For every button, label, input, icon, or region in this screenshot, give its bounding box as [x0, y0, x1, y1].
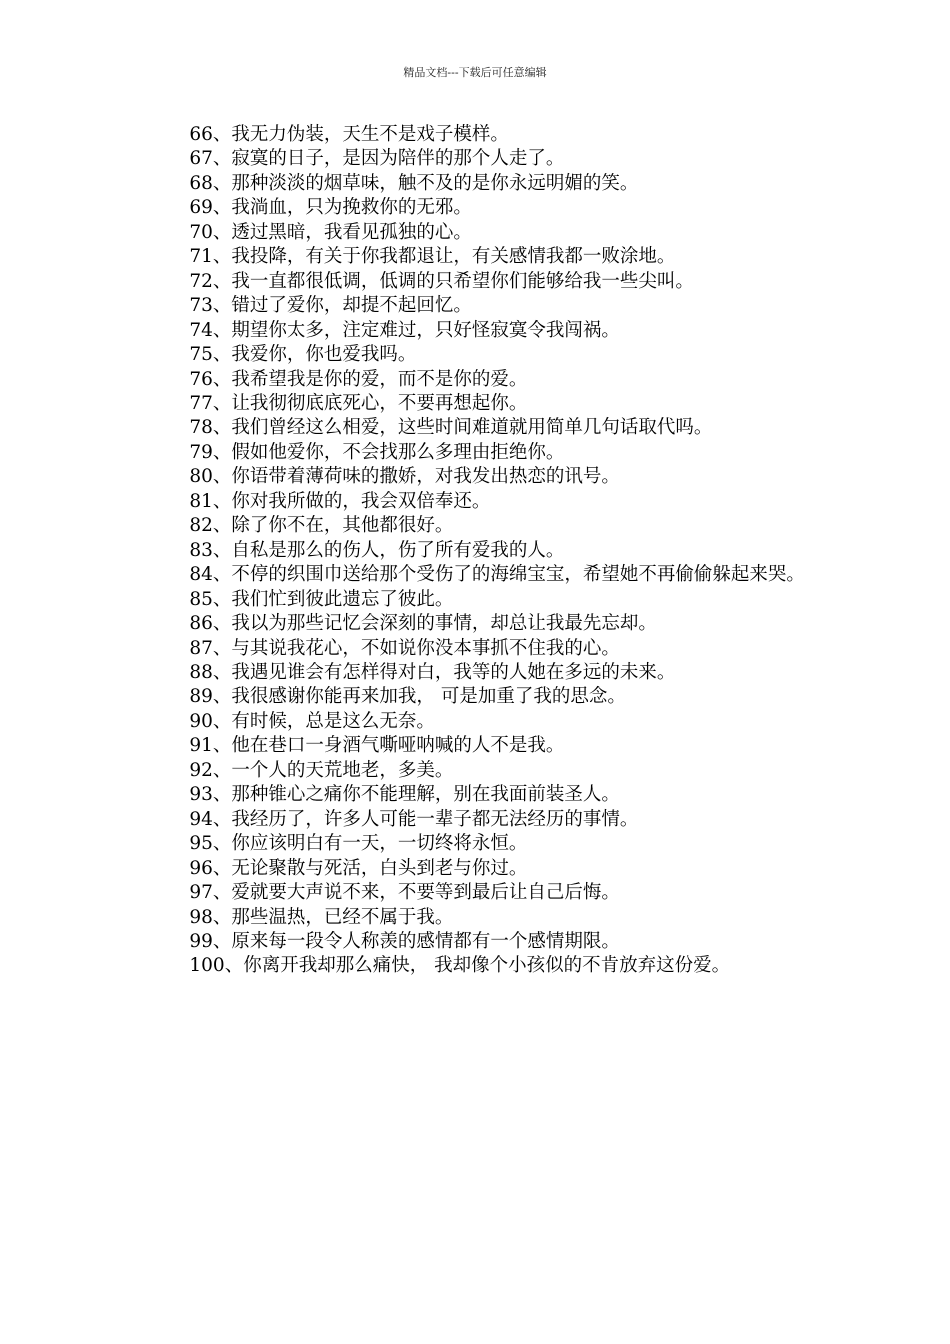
text-line: 66、我无力伪装，天生不是戏子模样。 [189, 124, 509, 145]
text-line: 73、错过了爱你，却提不起回忆。 [189, 295, 472, 317]
text-line: 85、我们忙到彼此遗忘了彼此。 [189, 588, 454, 610]
text-line: 94、我经历了，许多人可能一辈子都无法经历的事情。 [189, 808, 639, 830]
text-line: 86、我以为那些记忆会深刻的事情，却总让我最先忘却。 [189, 613, 657, 635]
text-line: 81、你对我所做的，我会双倍奉还。 [189, 490, 491, 512]
text-line: 67、寂寞的日子，是因为陪伴的那个人走了。 [189, 148, 565, 170]
text-line: 99、原来每一段令人称羡的感情都有一个感情期限。 [189, 930, 620, 952]
text-line: 71、我投降，有关于你我都退让，有关感情我都一败涂地。 [189, 246, 676, 268]
text-line: 79、假如他爱你，不会找那么多理由拒绝你。 [189, 441, 565, 463]
text-line: 75、我爱你，你也爱我吗。 [189, 344, 417, 366]
text-line: 78、我们曾经这么相爱，这些时间难道就用简单几句话取代吗。 [189, 417, 713, 439]
text-line: 96、无论聚散与死活，白头到老与你过。 [189, 857, 528, 879]
text-line: 76、我希望我是你的爱，而不是你的爱。 [189, 368, 528, 390]
text-line: 69、我淌血，只为挽救你的无邪。 [189, 197, 472, 219]
text-line: 90、有时候，总是这么无奈。 [189, 710, 435, 732]
document-body [145, 123, 813, 979]
text-line: 88、我遇见谁会有怎样得对白，我等的人她在多远的未来。 [189, 661, 676, 683]
page-header: 精品文档---下载后可任意编辑 [403, 66, 547, 79]
text-line: 98、那些温热，已经不属于我。 [189, 906, 454, 928]
text-line: 91、他在巷口一身酒气嘶哑呐喊的人不是我。 [189, 735, 565, 757]
text-line: 93、那种锥心之痛你不能理解，别在我面前装圣人。 [189, 784, 620, 806]
text-line: 87、与其说我花心，不如说你没本事抓不住我的心。 [189, 637, 620, 659]
text-line: 74、期望你太多，注定难过，只好怪寂寞令我闯祸。 [189, 319, 620, 341]
text-line: 68、那种淡淡的烟草味，触不及的是你永远明媚的笑。 [189, 172, 639, 194]
text-line: 89、我很感谢你能再来加我， 可是加重了我的思念。 [189, 686, 626, 708]
text-line: 72、我一直都很低调，低调的只希望你们能够给我一些尖叫。 [189, 270, 694, 292]
text-line: 82、除了你不在，其他都很好。 [189, 515, 454, 537]
text-line: 80、你语带着薄荷味的撒娇，对我发出热恋的讯号。 [189, 466, 620, 488]
text-line: 70、透过黑暗，我看见孤独的心。 [189, 221, 472, 243]
text-line: 92、一个人的天荒地老，多美。 [189, 759, 454, 781]
text-line: 100、你离开我却那么痛快， 我却像个小孩似的不肯放弃这份爱。 [189, 955, 731, 977]
text-line: 84、不停的织围巾送给那个受伤了的海绵宝宝，希望她不再偷偷躲起来哭。 [189, 564, 805, 586]
text-line: 95、你应该明白有一天，一切终将永恒。 [189, 833, 528, 855]
text-line: 77、让我彻彻底底死心，不要再想起你。 [189, 392, 528, 414]
text-line: 83、自私是那么的伤人，伤了所有爱我的人。 [189, 539, 565, 561]
text-line: 97、爱就要大声说不来，不要等到最后让自己后悔。 [189, 882, 620, 904]
